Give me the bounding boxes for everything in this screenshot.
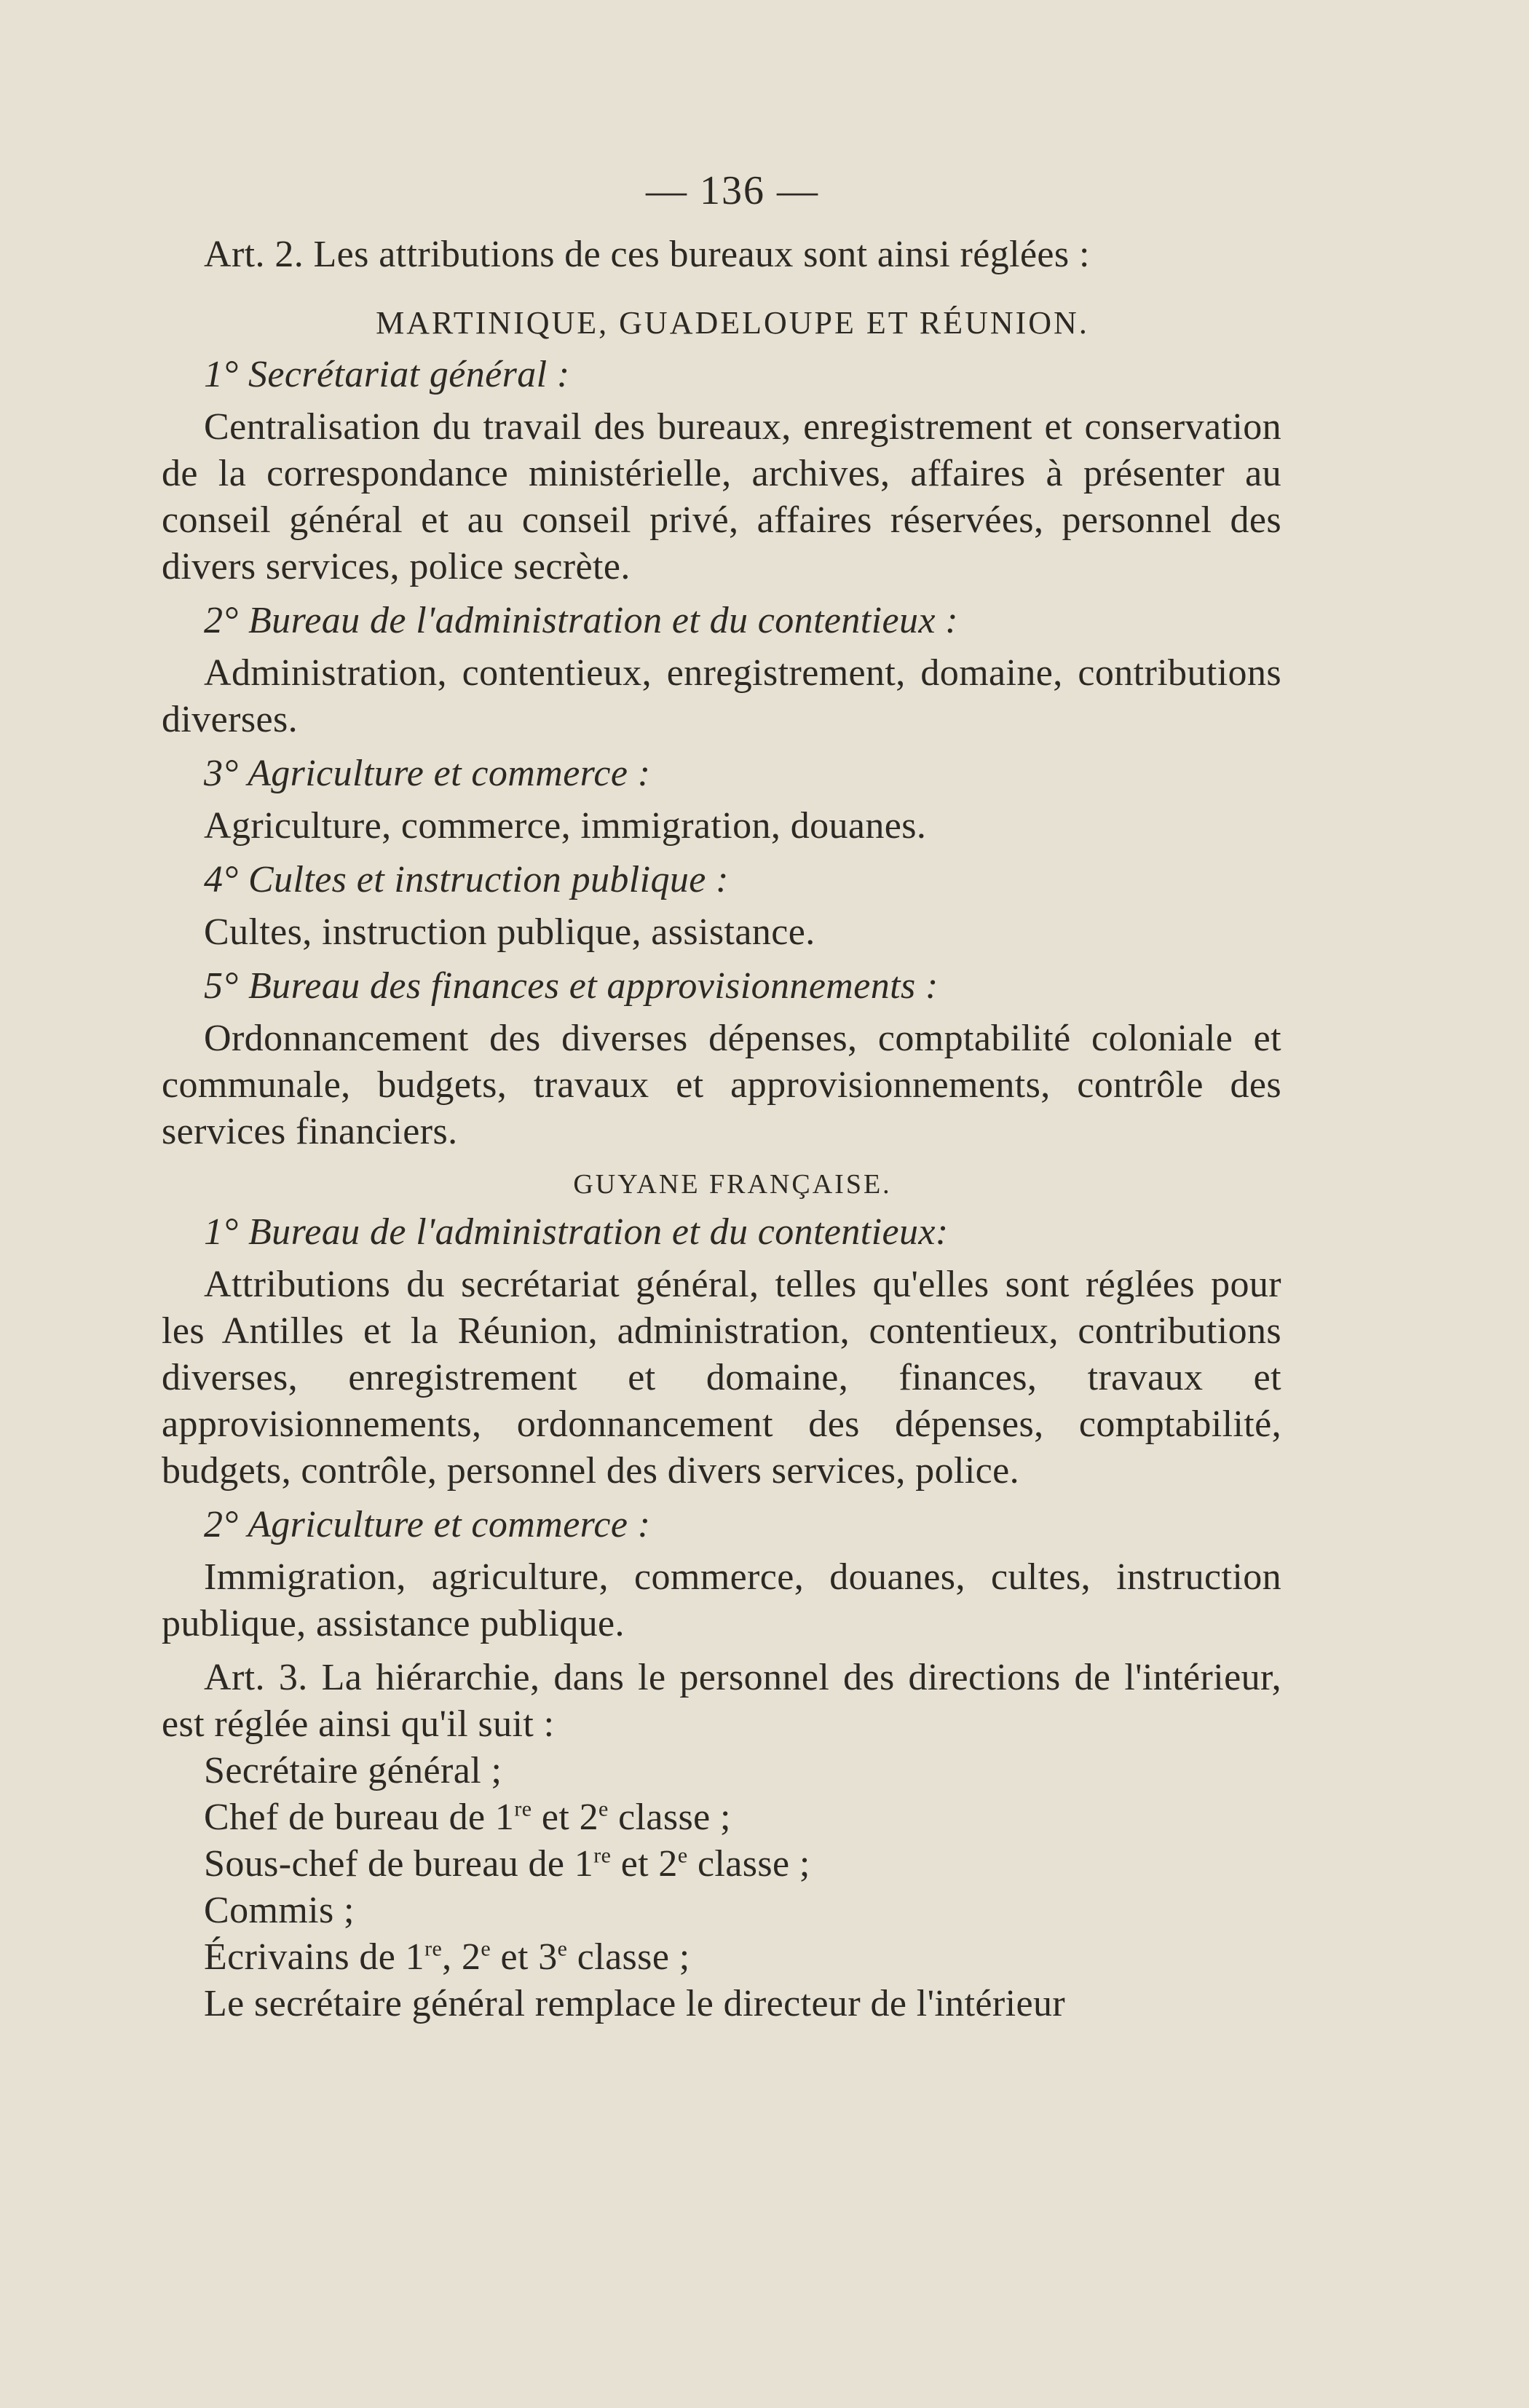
rank2-text-c: classe ; (608, 1797, 731, 1838)
article-3-text: Art. 3. La hiérarchie, dans le personnel des directions de l'intérieur, est réglée ainsi qu'il suit : (162, 1657, 1281, 1745)
s2-item2-text: Immigration, agriculture, commerce, douanes, cultes, instruction publique, assistance publique. (162, 1556, 1281, 1644)
s1-item4-number: 4° (204, 859, 239, 900)
s1-item3-heading (162, 750, 1281, 797)
rank3-text-b: et 2 (611, 1843, 678, 1885)
s1-item2-title: Bureau de l'administration et du contentieux : (248, 600, 958, 641)
article-2-intro: Art. 2. Les attributions de ces bureaux sont ainsi réglées : (204, 234, 1090, 275)
s2-item1-heading (162, 1209, 1281, 1256)
rank5-text-a: Écrivains de 1 (204, 1936, 425, 1978)
s1-item4-title: Cultes et instruction publique : (248, 859, 729, 900)
s1-item2-text: Administration, contentieux, enregistrement, domaine, contributions diverses. (162, 652, 1281, 740)
rank-secretaire-general: Secrétaire général ; (204, 1750, 502, 1791)
rank-ecrivains (204, 1934, 1281, 1981)
rank5-sup3: e (557, 1936, 568, 1961)
page-number: — 136 — (646, 168, 819, 213)
s2-item1-number: 1° (204, 1211, 239, 1253)
s2-item2-number: 2° (204, 1504, 239, 1545)
s1-item3-number: 3° (204, 753, 239, 794)
s1-item5-heading (162, 963, 1281, 1010)
s1-item2-heading (162, 598, 1281, 644)
rank5-text-c: et 3 (491, 1936, 558, 1978)
s1-item1-text: Centralisation du travail des bureaux, enregistrement et conservation de la correspondance ministérielle, archives, affaires à présenter au conseil général et au conseil privé, affaires réservées, personnel des divers services, police secrète. (162, 406, 1281, 587)
s1-item4-heading (162, 857, 1281, 903)
rank5-text-d: classe ; (567, 1936, 690, 1978)
rank3-sup1: re (593, 1843, 612, 1868)
s2-item2-heading (162, 1502, 1281, 1548)
s1-item1-title: Secrétariat général : (248, 354, 570, 395)
rank2-text-b: et 2 (532, 1797, 598, 1838)
s1-item5-title: Bureau des finances et approvisionnements : (248, 965, 939, 1007)
s1-item4-text: Cultes, instruction publique, assistance. (204, 911, 815, 953)
s2-item1-text: Attributions du secrétariat général, telles qu'elles sont réglées pour les Antilles et la Réunion, administration, contentieux, contributions diverses, enregistrement et domaine, finances, travaux et approvisionnements, ordonnancement des dépenses, comptabilité, budgets, contrôle, personnel des divers services, police. (162, 1264, 1281, 1492)
rank5-text-b: , 2 (442, 1936, 481, 1978)
hierarchy-list (162, 1748, 1281, 1981)
s1-item1-heading (162, 352, 1281, 398)
section-heading-antilles-reunion: MARTINIQUE, GUADELOUPE ET RÉUNION. (376, 305, 1089, 341)
s1-item1-number: 1° (204, 354, 239, 395)
rank-chef-de-bureau (204, 1794, 1281, 1841)
rank-sous-chef-de-bureau (204, 1841, 1281, 1888)
s1-item2-number: 2° (204, 600, 239, 641)
s1-item3-text: Agriculture, commerce, immigration, douanes. (204, 805, 927, 847)
rank5-sup2: e (481, 1936, 491, 1961)
s1-item3-title: Agriculture et commerce : (248, 753, 651, 794)
section-heading-guyane: GUYANE FRANÇAISE. (573, 1169, 892, 1200)
rank3-sup2: e (677, 1843, 688, 1868)
s1-item5-number: 5° (204, 965, 239, 1007)
s1-item5-text: Ordonnancement des diverses dépenses, comptabilité coloniale et communale, budgets, travaux et approvisionnements, contrôle des services financiers. (162, 1018, 1281, 1152)
last-line: Le secrétaire général remplace le directeur de l'intérieur (204, 1983, 1066, 2024)
rank2-text-a: Chef de bureau de 1 (204, 1797, 515, 1838)
rank-commis: Commis ; (204, 1890, 355, 1931)
rank2-sup2: e (598, 1797, 609, 1821)
rank3-text-c: classe ; (687, 1843, 810, 1885)
rank3-text-a: Sous-chef de bureau de 1 (204, 1843, 594, 1885)
s2-item2-title: Agriculture et commerce : (248, 1504, 651, 1545)
rank2-sup1: re (514, 1797, 532, 1821)
rank5-sup1: re (424, 1936, 443, 1961)
s2-item1-title: Bureau de l'administration et du contentieux: (248, 1211, 949, 1253)
